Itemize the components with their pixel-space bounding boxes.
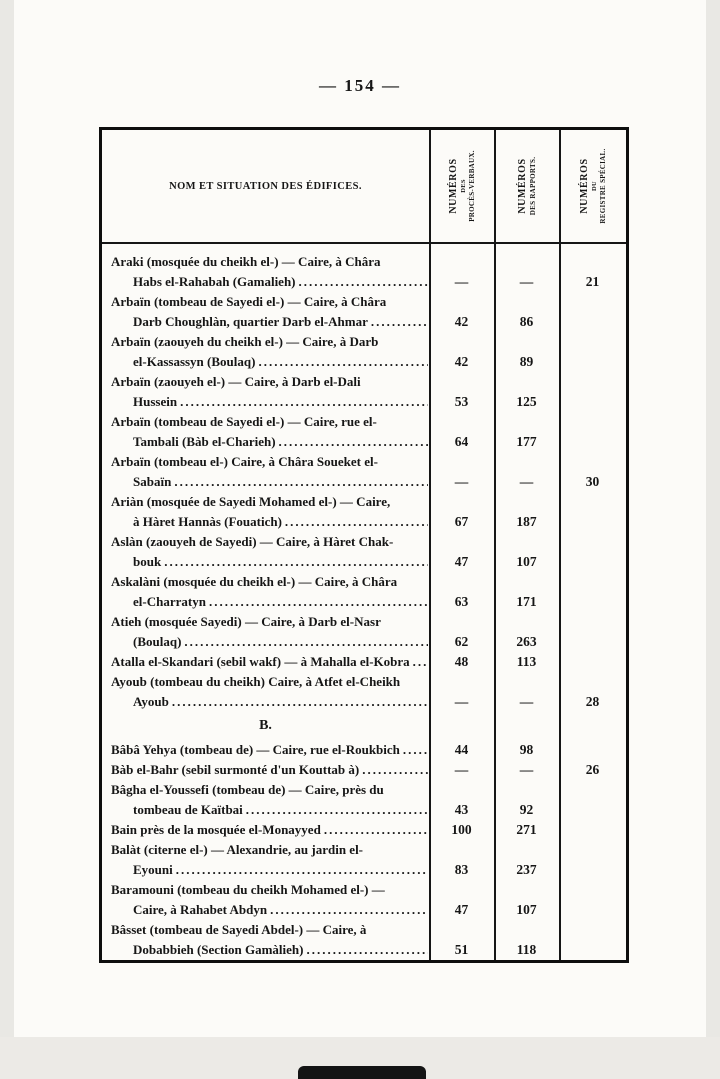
registre-special-value (559, 412, 626, 452)
table-row (102, 252, 626, 292)
edifice-name (102, 740, 429, 760)
rapports-value: 177 (516, 434, 537, 449)
registre-special-value: 21 (585, 274, 600, 289)
edifice-name-line: Hussein ..... (111, 392, 428, 412)
registre-special-value: 28 (585, 694, 600, 709)
edifice-name (102, 760, 429, 780)
table-body (102, 244, 626, 960)
registre-special-value (559, 492, 626, 532)
proces-verbaux-value: 64 (454, 434, 469, 449)
rapports-value: 118 (516, 942, 537, 957)
table-row (102, 492, 626, 532)
edifice-name-line: Darb Choughlàn, quartier Darb el-Ahmar ..... (111, 312, 428, 332)
proces-verbaux-value: 43 (454, 802, 469, 817)
header-line: NUMÉROS (516, 158, 528, 214)
registre-special-value (559, 920, 626, 960)
proces-verbaux-value: 42 (454, 354, 469, 369)
edifice-name-line: Arbaïn (tombeau de Sayedi el-) — Caire, à Châra (111, 294, 387, 309)
registre-special-value (559, 572, 626, 612)
header-line: DES (459, 179, 467, 193)
scan-edge-left (0, 0, 14, 1079)
table-row (102, 572, 626, 612)
header-line: DU (590, 181, 598, 191)
dot-leader (403, 740, 428, 760)
table-row (102, 840, 626, 880)
registre-special-value (559, 780, 626, 820)
dot-leader (209, 592, 428, 612)
dot-leader (270, 900, 428, 920)
table-row (102, 652, 626, 672)
edifice-name-line: Bâgha el-Youssefi (tombeau de) — Caire, près du (111, 782, 384, 797)
edifice-name (102, 780, 429, 820)
proces-verbaux-value: 53 (454, 394, 469, 409)
edifice-name-line: Bâsset (tombeau de Sayedi Abdel-) — Caire, à (111, 922, 367, 937)
page-number: — 154 — (319, 76, 401, 95)
edifice-name (102, 572, 429, 612)
edifice-name-line: Baramouni (tombeau du cheikh Mohamed el-) — (111, 882, 385, 897)
dot-leader (279, 432, 428, 452)
table-row (102, 672, 626, 712)
edifice-name-line: Bâbâ Yehya (tombeau de) — Caire, rue el-Roukbich ..... (111, 740, 428, 760)
scan-edge-right (706, 0, 720, 1079)
edifice-name-line: tombeau de Kaïtbai ..... (111, 800, 428, 820)
edifice-name-line: Tambali (Bàb el-Charieh) ..... (111, 432, 428, 452)
header-line: DES RAPPORTS. (528, 156, 537, 216)
proces-verbaux-value: — (454, 274, 469, 289)
name-column-header: NOM ET SITUATION DES ÉDIFICES. (169, 180, 362, 192)
edifice-name-line: Aslàn (zaouyeh de Sayedi) — Caire, à Hàret Chak- (111, 534, 394, 549)
dot-leader (371, 312, 428, 332)
rapports-value: — (519, 474, 534, 489)
edifice-name-line: Arbaïn (zaouyeh du cheikh el-) — Caire, à Darb (111, 334, 379, 349)
table-row (102, 760, 626, 780)
edifice-name-line: Habs el-Rahabah (Gamalieh) ..... (111, 272, 428, 292)
proces-verbaux-value: 63 (454, 594, 469, 609)
rapports-value: — (519, 694, 534, 709)
edifice-name (102, 532, 429, 572)
table-row (102, 920, 626, 960)
registre-special-value (559, 612, 626, 652)
rapports-value: 271 (516, 822, 537, 837)
edifice-name (102, 880, 429, 920)
table-header (102, 130, 626, 244)
edifice-name-line: Atalla el-Skandari (sebil wakf) — à Mahalla el-Kobra ..... (111, 652, 428, 672)
header-line: NUMÉROS (578, 158, 590, 214)
table-row (102, 532, 626, 572)
edifice-name (102, 652, 429, 672)
rapports-value: 171 (516, 594, 537, 609)
registre-special-value (559, 372, 626, 412)
registre-special-value (559, 532, 626, 572)
edifice-name-line: Eyouni ..... (111, 860, 428, 880)
registre-special-value (559, 820, 626, 840)
edifice-name-line: bouk ..... (111, 552, 428, 572)
rapports-value: 107 (516, 554, 537, 569)
edifice-name-line: Sabaïn ..... (111, 472, 428, 492)
proces-verbaux-value: 42 (454, 314, 469, 329)
dot-leader (164, 552, 428, 572)
edifice-name-line: Atieh (mosquée Sayedi) — Caire, à Darb el-Nasr (111, 614, 381, 629)
registre-special-value (559, 740, 626, 760)
edifice-name-line: Araki (mosquée du cheikh el-) — Caire, à Châra (111, 254, 381, 269)
rapports-value: 237 (516, 862, 537, 877)
edifice-name-line: Balàt (citerne el-) — Alexandrie, au jardin el- (111, 842, 364, 857)
proces-verbaux-value: 62 (454, 634, 469, 649)
edifice-name-line: Askalàni (mosquée du cheikh el-) — Caire, à Châra (111, 574, 398, 589)
scan-gutter-shadow (298, 1066, 426, 1079)
dot-leader (324, 820, 428, 840)
edifice-name (102, 332, 429, 372)
rapports-value: — (519, 274, 534, 289)
edifice-name (102, 252, 429, 292)
registre-special-value (559, 880, 626, 920)
dot-leader (362, 760, 428, 780)
registre-special-column-header (559, 130, 626, 242)
column-rule (559, 130, 561, 960)
proces-verbaux-value: 44 (454, 742, 469, 757)
table-row (102, 612, 626, 652)
dot-leader (184, 632, 428, 652)
edifice-name-line: Ayoub ..... (111, 692, 428, 712)
rapports-value: 263 (516, 634, 537, 649)
rapports-value: 125 (516, 394, 537, 409)
proces-verbaux-value: 100 (451, 822, 472, 837)
edifice-name (102, 820, 429, 840)
proces-verbaux-value: 47 (454, 554, 469, 569)
rapports-value: 113 (516, 654, 537, 669)
edifice-name (102, 612, 429, 652)
edifice-name-line: Ariàn (mosquée de Sayedi Mohamed el-) — Caire, (111, 494, 391, 509)
edifice-name (102, 292, 429, 332)
table-row (102, 820, 626, 840)
table-row (102, 740, 626, 760)
dot-leader (246, 800, 428, 820)
edifice-name-line: Bàb el-Bahr (sebil surmonté d'un Kouttab à) ..... (111, 760, 428, 780)
proces-verbaux-value: 51 (454, 942, 469, 957)
proces-verbaux-value: 83 (454, 862, 469, 877)
dot-leader (176, 860, 428, 880)
proces-verbaux-value: 48 (454, 654, 469, 669)
proces-verbaux-column-header (429, 130, 494, 242)
table-row (102, 880, 626, 920)
rapports-value: 107 (516, 902, 537, 917)
edifice-name-line: (Boulaq) ..... (111, 632, 428, 652)
edifice-name-line: Caire, à Rahabet Abdyn ..... (111, 900, 428, 920)
edifice-name (102, 372, 429, 412)
proces-verbaux-value: — (454, 694, 469, 709)
table-row (102, 372, 626, 412)
registre-special-value (559, 652, 626, 672)
edifice-name (102, 920, 429, 960)
rapports-value: 98 (519, 742, 534, 757)
edifice-name-line: Bain près de la mosquée el-Monayyed ..... (111, 820, 428, 840)
edifices-table (99, 127, 629, 963)
proces-verbaux-value: 67 (454, 514, 469, 529)
dot-leader (172, 692, 428, 712)
section-label: B. (259, 718, 272, 733)
table-row (102, 452, 626, 492)
rapports-column-header (494, 130, 559, 242)
registre-special-value (559, 332, 626, 372)
dot-leader (174, 472, 428, 492)
edifice-name-line: Arbaïn (tombeau de Sayedi el-) — Caire, rue el- (111, 414, 377, 429)
registre-special-value (559, 292, 626, 332)
edifice-name (102, 840, 429, 880)
table-row (102, 292, 626, 332)
column-rule (429, 130, 431, 960)
registre-special-value (559, 840, 626, 880)
proces-verbaux-value: — (454, 762, 469, 777)
edifice-name-line: el-Kassassyn (Boulaq) ..... (111, 352, 428, 372)
header-line: PROCÈS-VERBAUX. (467, 150, 476, 222)
edifice-name-line: Ayoub (tombeau du cheikh) Caire, à Atfet el-Cheikh (111, 674, 401, 689)
registre-special-value: 26 (585, 762, 600, 777)
table-row (102, 780, 626, 820)
edifice-name-line: à Hàret Hannàs (Fouatich) ..... (111, 512, 428, 532)
edifice-name-line: Arbaïn (tombeau el-) Caire, à Châra Soueket el- (111, 454, 378, 469)
column-rule (494, 130, 496, 960)
rapports-value: — (519, 762, 534, 777)
dot-leader (258, 352, 428, 372)
edifice-name (102, 452, 429, 492)
header-line: NUMÉROS (447, 158, 459, 214)
edifice-name (102, 672, 429, 712)
dot-leader (299, 272, 428, 292)
rapports-value: 86 (519, 314, 534, 329)
rapports-value: 89 (519, 354, 534, 369)
table-row (102, 332, 626, 372)
edifice-name (102, 492, 429, 532)
proces-verbaux-value: 47 (454, 902, 469, 917)
proces-verbaux-value: — (454, 474, 469, 489)
edifice-name (102, 412, 429, 452)
dot-leader (306, 940, 428, 960)
edifice-name-line: el-Charratyn ..... (111, 592, 428, 612)
edifice-name-line: Dobabbieh (Section Gamàlieh) ..... (111, 940, 428, 960)
header-line: REGISTRE SPÉCIAL. (598, 148, 607, 224)
dot-leader (413, 652, 428, 672)
edifice-name-line: Arbaïn (zaouyeh el-) — Caire, à Darb el-Dali (111, 374, 361, 389)
registre-special-value: 30 (585, 474, 600, 489)
rapports-value: 187 (516, 514, 537, 529)
rapports-value: 92 (519, 802, 534, 817)
dot-leader (180, 392, 428, 412)
dot-leader (285, 512, 428, 532)
table-row (102, 412, 626, 452)
